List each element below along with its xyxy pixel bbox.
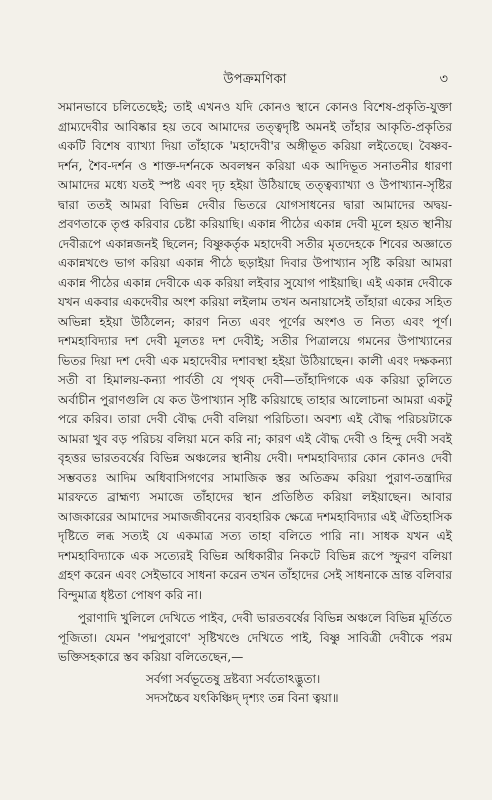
sanskrit-verse: [146, 670, 452, 709]
paragraph-1: সমানভাবে চলিতেছেই; তাই এখনও যদি কোনও স্থানে কোনও বিশেষ-প্রকৃতি-যুক্তা গ্রাম্যদেবীর আবিষ্কার হয় তবে আমাদের তত্ত্বদৃষ্টি অমনই তাঁহার আকৃতি-প্রকৃতির একটি বিশেষ ব্যাখ্যা দিয়া তাঁহাকে 'মহাদেবী'র অঙ্গীভূত করিয়া লইতেছে। বৈষ্ণব-দর্শন, শৈব-দর্শন ও শাক্ত-দর্শনকে অবলম্বন করিয়া এক আদিভূত সনাতনীর ধারণা আমাদের মধ্যে যতই স্পষ্ট এবং দৃঢ় হইয়া উঠিয়াছে তত্ত্বব্যাখ্যা ও উপাখ্যান-সৃষ্টির দ্বারা ততই আমরা বিভিন্ন দেবীর ভিতরে যোগসাধনের দ্বারা আমাদের অদ্বয়-প্রবণতাকে তৃপ্ত করিবার চেষ্টা করিয়াছি। একান্ন পীঠের একান্ন দেবী মূলে হয়ত স্থানীয় দেবীরূপে একান্নজনই ছিলেন; বিষ্ণুকর্তৃক মহাদেবী সতীর মৃতদেহকে শিবের অজ্ঞাতে একান্নখণ্ডে ভাগ করিয়া একান্ন পীঠে ছড়াইয়া দিবার উপাখ্যান সৃষ্টি করিয়া আমরা একান্ন পীঠের একান্ন দেবীকে এক করিয়া লইবার সুযোগ পাইয়াছি। এই একান্ন দেবীকে যখন একবার একদেবীর অংশ করিয়া লইলাম তখন অনায়াসেই তাঁহারা একের সহিত অভিন্না হইয়া উঠিলেন; কারণ নিত্য এবং পূর্ণের অংশও ত নিত্য এবং পূর্ণ। দশমহাবিদ্যার দশ দেবী মূলতঃ দশ দেবীই; সতীর পিত্রালয়ে গমনের উপাখ্যানের ভিতর দিয়া দশ দেবী এক মহাদেবীর দশাবস্থা হইয়া উঠিয়াছেন। কালী এবং দক্ষকন্যা সতী বা হিমালয়-কন্যা পার্বতী যে পৃথক্ দেবী—তাঁহাদিগকে এক করিয়া তুলিতে অর্বাচীন পুরাণগুলি যে কত উপাখ্যান সৃষ্টি করিয়াছে তাহার আলোচনা আমরা একটু পরে করিব। তারা দেবী বৌদ্ধ দেবী বলিয়া পরিচিতা। অবশ্য এই বৌদ্ধ পরিচয়টাকে আমরা খুব বড় পরিচয় বলিয়া মনে করি না; কারণ এই বৌদ্ধ দেবী ও হিন্দু দেবী সবই বৃহত্তর ভারতবর্ষের বিভিন্ন অঞ্চলের স্থানীয় দেবী। দশমহাবিদ্যার কোন কোনও দেবী সম্ভবতঃ আদিম অধিবাসিগণের সামাজিক স্তর অতিক্রম করিয়া পুরাণ-তন্ত্রাদির মারফতে ব্রাহ্মণ্য সমাজে তাঁহাদের স্থান প্রতিষ্ঠিত করিয়া লইয়াছেন। আবার আজকারের আমাদের সমাজজীবনের ব্যবহারিক ক্ষেত্রে দশমহাবিদ্যার এই ঐতিহাসিক দৃষ্টিতে লব্ধ সত্যই যে একমাত্র সত্য তাহা বলিতে পারি না। সাধক যখন এই দশমহাবিদ্যাকে এক সত্যেরই বিভিন্ন অধিকারীর নিকটে বিভিন্ন রূপে স্ফুরণ বলিয়া গ্রহণ করেন এবং সেইভাবে সাধনা করেন তখন তাঁহাদের সেই সাধনাকে ভ্রান্ত বলিবার বিন্দুমাত্র ধৃষ্টতা পোষণ করি না।: [58, 100, 452, 602]
verse-line-2: সদসচ্চৈব যৎকিঞ্চিদ্ দৃশ্যং তন্ন বিনা ত্বয়া॥: [146, 691, 339, 705]
running-head: [58, 70, 452, 90]
page-number: ৩: [439, 72, 448, 87]
body-text: [58, 98, 452, 709]
verse-line-1: সর্বগা সর্বভূতেষু দ্রষ্টব্যা সর্বতোঽদ্ভুতা।: [146, 671, 321, 686]
chapter-title: উপক্রমণিকা: [223, 72, 287, 87]
paragraph-2: পুরাণাদি খুলিলে দেখিতে পাইব, দেবী ভারতবর্ষের বিভিন্ন অঞ্চলে বিভিন্ন মূর্তিতে পূজিতা। যেমন 'পদ্মপুরাণে' সৃষ্টিখণ্ডে দেখিতে পাই, বিষ্ণু সাবিত্রী দেবীকে পরম ভক্তিসহকারে স্তব করিয়া বলিতেছেন,—: [58, 611, 452, 664]
